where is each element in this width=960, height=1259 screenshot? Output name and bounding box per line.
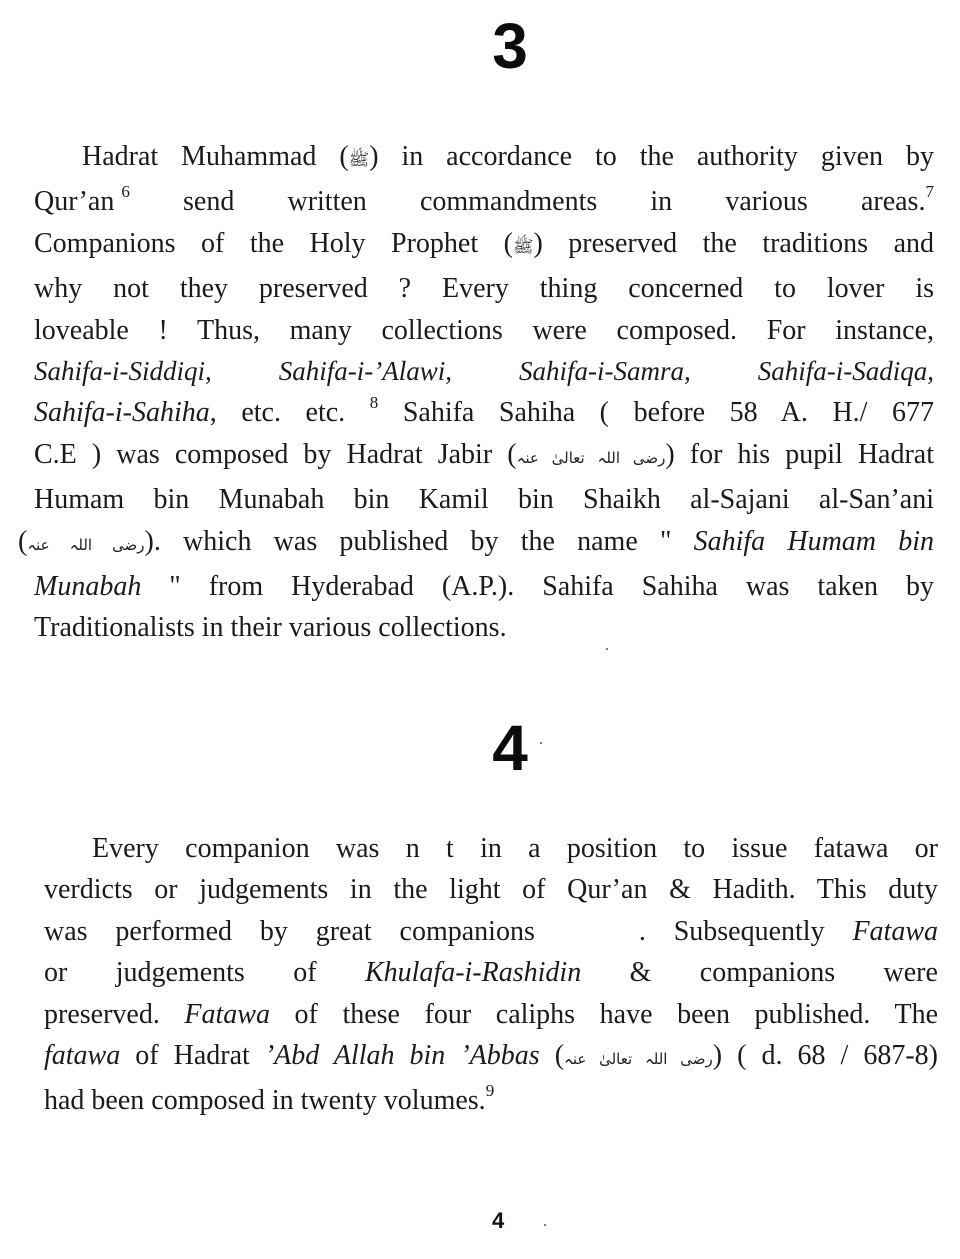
section-number-4: 4 — [492, 712, 528, 784]
paragraph-line — [34, 351, 934, 392]
text-run: ) for his pupil Hadrat — [665, 438, 934, 470]
text-run: & — [629, 957, 652, 989]
scan-speck — [606, 648, 608, 650]
paragraph-line — [34, 607, 934, 648]
paragraph-line — [34, 566, 934, 607]
text-run: loveable ! Thus, many collections were composed. For instance, — [34, 314, 934, 346]
scan-speck — [544, 1224, 546, 1226]
text-run: had been composed in twenty volumes. — [44, 1085, 486, 1117]
text-run: Sahifa Sahiha ( before 58 A. H./ 677 — [378, 397, 935, 429]
section-3-paragraph — [18, 136, 935, 649]
text-run: companions — [699, 957, 836, 989]
text-run: ( — [539, 1040, 565, 1072]
italic-text: Fatawa — [184, 998, 270, 1030]
text-run: verdicts or judgements in the light of Qur’an & Hadith. This duty — [44, 874, 938, 906]
italic-text: Munabah — [34, 571, 142, 603]
italic-text: Sahifa-i-Sahiha — [34, 397, 210, 429]
honorific-glyph: ﷺ — [348, 150, 370, 170]
text-run: why not they preserved ? Every thing concerned to lover is — [34, 273, 934, 305]
italic-text: ’Abd Allah bin ’Abbas — [264, 1040, 540, 1072]
text-run: written — [287, 186, 367, 218]
text-run: in — [650, 186, 673, 218]
paragraph-line — [34, 434, 934, 479]
text-run: was performed by great companions — [44, 915, 535, 947]
text-run: C.E ) was composed by Hadrat Jabir ( — [34, 438, 517, 470]
text-run: ) preserved the traditions and — [533, 227, 934, 259]
italic-text: Sahifa Humam bin — [693, 525, 934, 557]
section-4-paragraph — [44, 828, 938, 1122]
text-run: ). which was published by the name " — [144, 525, 672, 557]
text-run: Hadrat Muhammad ( — [82, 141, 349, 172]
paragraph-line — [34, 268, 934, 309]
italic-text: Sahifa-i-Siddiqi, Sahifa-i-’Alawi, Sahifa-i-Samra, Sahifa-i-Sadiqa, — [34, 356, 934, 387]
paragraph-line — [34, 392, 934, 433]
text-run: Qur’an $^6$ — [34, 182, 130, 218]
page-number: 4 — [492, 1208, 505, 1233]
paragraph-line — [34, 310, 934, 351]
paragraph-line — [44, 1080, 938, 1121]
paragraph-line — [34, 136, 934, 181]
footnote-marker: 9 — [485, 1081, 495, 1101]
scan-speck — [540, 742, 542, 744]
paragraph-line — [44, 911, 938, 952]
text-run: areas.$^7$ — [860, 182, 934, 218]
text-run: of Hadrat — [120, 1040, 265, 1072]
text-run: judgements — [115, 957, 245, 989]
paragraph-line — [34, 479, 934, 520]
footnote-marker: 8 — [369, 393, 379, 413]
paragraph-line — [44, 994, 938, 1035]
italic-text: Khulafa-i-Rashidin — [364, 957, 582, 989]
paragraph-line — [18, 521, 934, 566]
text-run: ) in accordance to the authority given by — [369, 141, 934, 172]
text-run: various — [725, 186, 808, 218]
text-run: preserved. — [44, 998, 160, 1030]
text-run: send — [183, 186, 235, 218]
text-run: ) ( d. 68 / 687-8) — [712, 1040, 939, 1072]
text-run: ( — [18, 525, 28, 557]
text-run: " from Hyderabad (A.P.). Sahifa Sahiha was taken by — [141, 571, 934, 603]
text-run: or — [44, 957, 68, 989]
text-run: Humam bin Munabah bin Kamil bin Shaikh al-Sajani al-San’ani — [34, 484, 934, 516]
arabic-honorific: رضی اللہ تعالیٰ عنہ — [516, 448, 666, 467]
footnote-marker: 7 — [925, 182, 934, 202]
honorific-glyph: ﷺ — [512, 236, 534, 257]
paragraph-line — [34, 223, 934, 268]
text-run: of these four caliphs have been published. The — [269, 998, 938, 1030]
arabic-honorific: رضی اللہ عنہ — [27, 535, 145, 554]
paragraph-line — [44, 952, 938, 993]
paragraph-line — [44, 1035, 938, 1080]
text-run: Companions of the Holy Prophet ( — [34, 227, 513, 259]
text-run: Traditionalists in their various collections. — [34, 612, 507, 644]
italic-text: fatawa — [44, 1040, 121, 1072]
section-number-3: 3 — [492, 10, 528, 82]
italic-text: Fatawa — [852, 915, 939, 947]
text-run: of — [293, 957, 317, 989]
text-run: commandments — [419, 186, 598, 218]
text-run: were — [883, 957, 938, 989]
text-run: Every companion was n t in a position to issue fatawa or — [92, 833, 938, 864]
arabic-honorific: رضی اللہ تعالیٰ عنہ — [564, 1050, 713, 1069]
paragraph-line — [44, 869, 938, 910]
text-run: . Subsequently — [638, 915, 825, 947]
paragraph-line — [34, 181, 934, 222]
text-run: , etc. etc. — [209, 397, 346, 429]
paragraph-line — [44, 828, 938, 869]
footnote-marker: 6 — [121, 182, 130, 202]
